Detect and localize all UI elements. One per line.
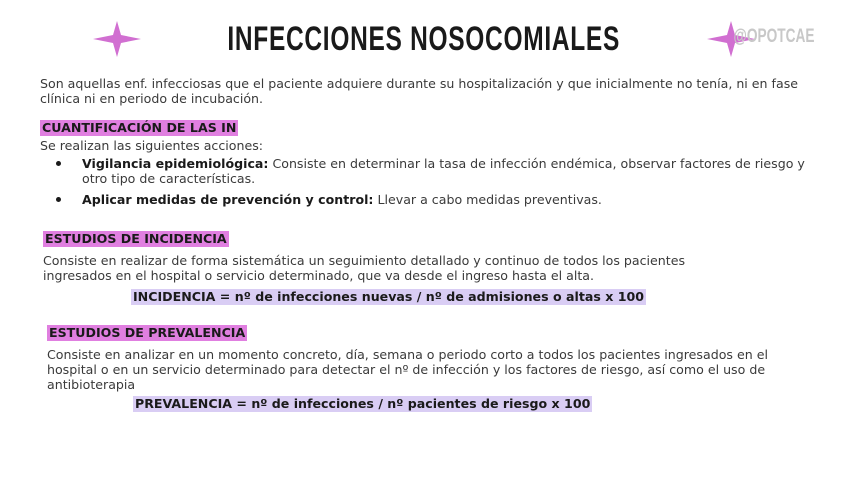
- item-term: Vigilancia epidemiológica:: [82, 156, 269, 171]
- intro-block: [40, 76, 810, 106]
- item-text: Llevar a cabo medidas preventivas.: [373, 192, 602, 207]
- incidencia-text: Consiste en realizar de forma sistemática un seguimiento detallado y continuo de todos los pacientes ingresados en el hospital o servicio determinado, que va desde el ingreso hasta el alta.: [43, 253, 686, 283]
- cuantificacion-heading: CUANTIFICACIÓN DE LAS IN: [42, 120, 237, 135]
- prevalencia-text: Consiste en analizar en un momento concreto, día, semana o periodo corto a todos los pacientes ingresados en el hospital o en un servicio determinado para detectar el nº de infección y los factores de riesgo, así como el uso de antibioterapia: [47, 347, 768, 392]
- item-term: Aplicar medidas de prevención y control:: [82, 192, 374, 207]
- sparkle-icon-left: [91, 19, 143, 59]
- item-text: Consiste en determinar la tasa de infección endémica, observar factores de riesgo y otro tipo de características.: [82, 156, 805, 186]
- list-item: [40, 156, 810, 186]
- prevalencia-heading: ESTUDIOS DE PREVALENCIA: [49, 325, 246, 340]
- incidencia-heading: ESTUDIOS DE INCIDENCIA: [45, 231, 227, 246]
- page-title: INFECCIONES NOSOCOMIALES: [227, 19, 621, 58]
- cuantificacion-lead: Se realizan las siguientes acciones:: [40, 138, 264, 153]
- intro-text: Son aquellas enf. infecciosas que el paciente adquiere durante su hospitalización y que inicialmente no tenía, ni en fase clínica ni en periodo de incubación.: [40, 76, 799, 106]
- title-row: [0, 14, 848, 64]
- prevalencia-section: [47, 325, 807, 412]
- author-handle: @OPOTCAE: [733, 26, 814, 47]
- incidencia-formula: INCIDENCIA = nº de infecciones nuevas / nº de admisiones o altas x 100: [133, 289, 645, 304]
- cuantificacion-list: [40, 156, 810, 207]
- bullet-icon: [56, 197, 61, 202]
- list-item: [40, 192, 810, 207]
- bullet-icon: [56, 161, 61, 166]
- cuantificacion-section: [40, 120, 810, 213]
- prevalencia-formula: PREVALENCIA = nº de infecciones / nº pacientes de riesgo x 100: [135, 396, 591, 411]
- incidencia-section: [43, 231, 723, 305]
